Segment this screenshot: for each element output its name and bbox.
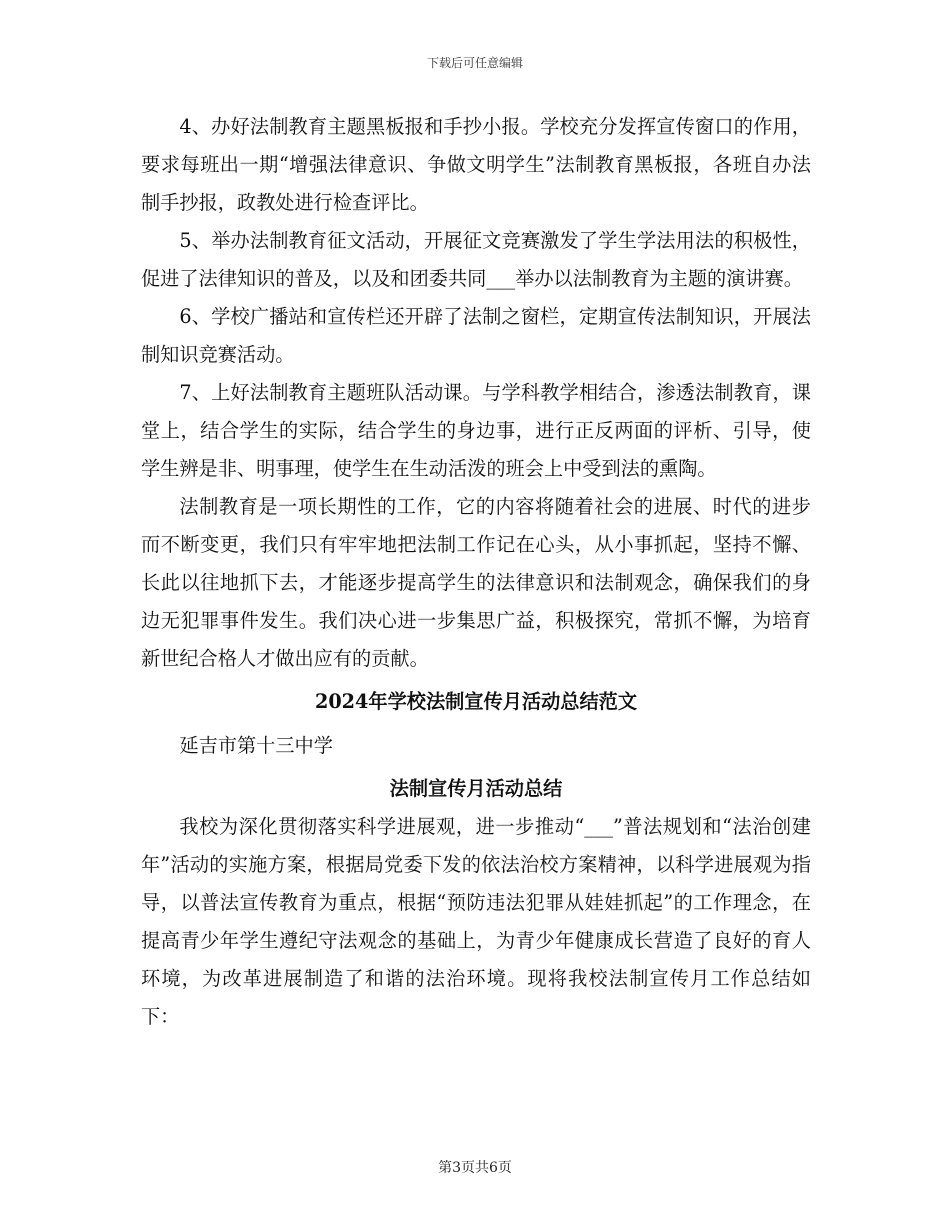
page-header: 下载后可任意编辑 [426,56,523,70]
paragraph-intro: 我校为深化贯彻落实科学进展观，进一步推动“___”普法规划和“法治创建年”活动的实施方案，根据局党委下发的依法治校方案精神，以科学进展观为指导，以普法宣传教育为重点，根据“预防违法犯罪从娃娃抓起”的工作理念，在提高青少年学生遵纪守法观念的基础上，为青少年健康成长营造了良好的育人环境，为改革进展制造了和谐的法治环境。现将我校法制宣传月工作总结如下： [141,815,811,1028]
paragraph-summary: 法制教育是一项长期性的工作，它的内容将随着社会的进展、时代的进步而不断变更，我们只有牢牢地把法制工作记在心头，从小事抓起，坚持不懈、长此以往地抓下去，才能逐步提高学生的法律意识和法制观念，确保我们的身边无犯罪事件发生。我们决心进一步集思广益，积极探究，常抓不懈，为培育新世纪合格人才做出应有的贡献。 [141,495,811,670]
document-subtitle: 法制宣传月活动总结 [389,777,563,800]
paragraph-item-7: 7、上好法制教育主题班队活动课。与学科教学相结合，渗透法制教育，课堂上，结合学生的实际，结合学生的身边事，进行正反两面的评析、引导，使学生辨是非、明事理，使学生在生动活泼的班会上中受到法的熏陶。 [141,381,811,480]
document-body [141,108,811,1036]
document-title: 2024年学校法制宣传月活动总结范文 [314,690,638,713]
page-footer: 第3页共6页 [438,1160,512,1176]
paragraph-item-6: 6、学校广播站和宣传栏还开辟了法制之窗栏，定期宣传法制知识，开展法制知识竞赛活动。 [141,305,811,366]
paragraph-item-4: 4、办好法制教育主题黑板报和手抄小报。学校充分发挥宣传窗口的作用，要求每班出一期“增强法律意识、争做文明学生”法制教育黑板报，各班自办法制手抄报，政教处进行检查评比。 [141,115,811,214]
paragraph-item-5: 5、举办法制教育征文活动，开展征文竞赛激发了学生学法用法的积极性，促进了法律知识的普及，以及和团委共同___举办以法制教育为主题的演讲赛。 [141,229,811,290]
school-name: 延吉市第十三中学 [179,734,333,757]
